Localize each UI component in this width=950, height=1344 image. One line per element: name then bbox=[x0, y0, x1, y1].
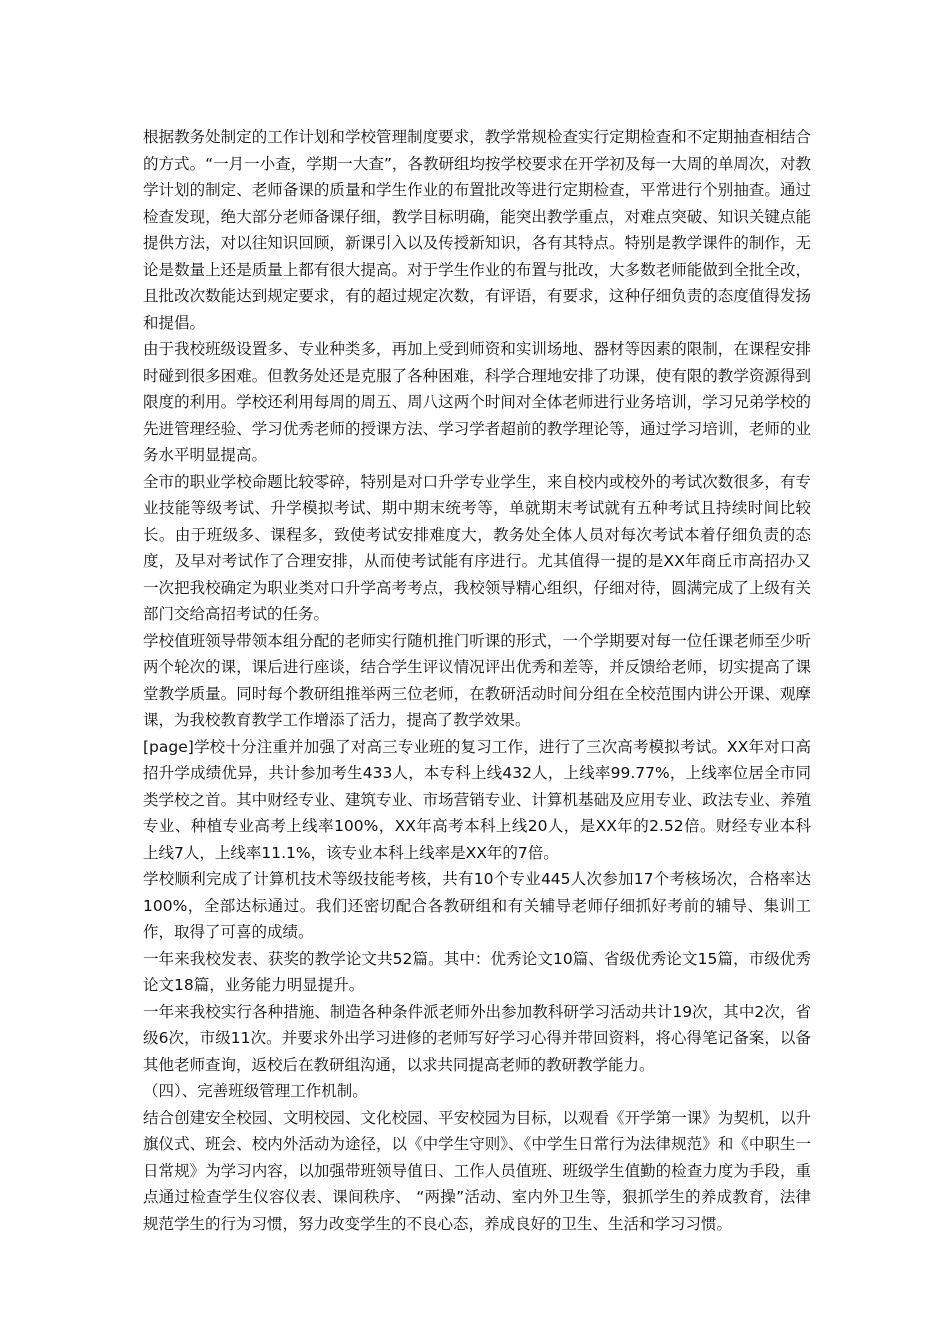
document-body bbox=[143, 124, 811, 1237]
section-heading-class-management: （四）、完善班级管理工作机制。 bbox=[143, 1082, 368, 1100]
paragraph-gaokao-results: [page]学校十分注重并加强了对高三专业班的复习工作，进行了三次高考模拟考试。XX年对口高招升学成绩优异，共计参加考生433人，本专科上线432人，上线率99.77%，上线率位居全市同类学校之首。其中财经专业、建筑专业、市场营销专业、计算机基础及应用专业、政法专业、养殖专业、种植专业高考上线率100%，XX年高考本科上线20人，是XX年的2.52倍。财经专业本科上线7人，上线率11.1%，该专业本科上线率是XX年的7倍。 bbox=[143, 737, 811, 862]
paragraph-class-management: 结合创建安全校园、文明校园、文化校园、平安校园为目标，以观看《开学第一课》为契机，以升旗仪式、班会、校内外活动为途径，以《中学生守则》、《中学生日常行为法律规范》和《中职生一日常规》为学习内容，以加强带班领导值日、工作人员值班、班级学生值勤的检查力度为手段，重点通过检查学生仪容仪表、课间秩序、 “两操”活动、室内外卫生等，狠抓学生的养成教育，法律规范学生的行为习惯，努力改变学生的不良心态，养成良好的卫生、生活和学习习惯。 bbox=[143, 1108, 811, 1233]
paragraph-lesson-observation: 学校值班领导带领本组分配的老师实行随机推门听课的形式，一个学期要对每一位任课老师至少听两个轮次的课，课后进行座谈，结合学生评议情况评出优秀和差等，并反馈给老师，切实提高了课堂教学质量。同时每个教研组推举两三位老师，在教研活动时间分组在全校范围内讲公开课、观摩课，为我校教育教学工作增添了活力，提高了教学效果。 bbox=[143, 631, 811, 729]
paragraph-inspection: 根据教务处制定的工作计划和学校管理制度要求，教学常规检查实行定期检查和不定期抽查相结合的方式。“一月一小查，学期一大查”，各教研组均按学校要求在开学初及每一大周的单周次，对教学计划的制定、老师备课的质量和学生作业的布置批改等进行定期检查，平常进行个别抽查。通过检查发现，绝大部分老师备课仔细，教学目标明确，能突出教学重点，对难点突破、知识关键点能提供方法，对以往知识回顾，新课引入以及传授新知识，各有其特点。特别是教学课件的制作，无论是数量上还是质量上都有很大提高。对于学生作业的布置与批改，大多数老师能做到全批全改，且批改次数能达到规定要求，有的超过规定次数，有评语，有要求，这种仔细负责的态度值得发扬和提倡。 bbox=[143, 128, 811, 332]
paragraph-computer-exam: 学校顺利完成了计算机技术等级技能考核，共有10个专业445人次参加17个考核场次，合格率达100%，全部达标通过。我们还密切配合各教研组和有关辅导老师仔细抓好考前的辅导、集训工作，取得了可喜的成绩。 bbox=[143, 870, 811, 941]
paragraph-papers: 一年来我校发表、获奖的教学论文共52篇。其中：优秀论文10篇、省级优秀论文15篇，市级优秀论文18篇，业务能力明显提升。 bbox=[143, 949, 811, 994]
paragraph-exams: 全市的职业学校命题比较零碎，特别是对口升学专业学生，来自校内或校外的考试次数很多，有专业技能等级考试、升学模拟考试、期中期末统考等，单就期末考试就有五种考试且持续时间比较长。由于班级多、课程多，致使考试安排难度大，教务处全体人员对每次考试本着仔细负责的态度，及早对考试作了合理安排，从而使考试能有序进行。尤其值得一提的是XX年商丘市高招办又一次把我校确定为职业类对口升学高考考点，我校领导精心组织，仔细对待，圆满完成了上级有关部门交给高招考试的任务。 bbox=[143, 472, 811, 623]
paragraph-training: 一年来我校实行各种措施、制造各种条件派老师外出参加教科研学习活动共计19次，其中2次，省级6次，市级11次。并要求外出学习进修的老师写好学习心得并带回资料，将心得笔记备案，以备其他老师查询，返校后在教研组沟通，以求共同提高老师的教研教学能力。 bbox=[143, 1002, 811, 1074]
paragraph-scheduling: 由于我校班级设置多、专业种类多，再加上受到师资和实训场地、器材等因素的限制，在课程安排时碰到很多困难。但教务处还是克服了各种困难，科学合理地安排了功课，使有限的教学资源得到限度的利用。学校还利用每周的周五、周八这两个时间对全体老师进行业务培训，学习兄弟学校的先进管理经验、学习优秀老师的授课方法、学习学者超前的教学理论等，通过学习培训，老师的业务水平明显提高。 bbox=[143, 340, 811, 464]
